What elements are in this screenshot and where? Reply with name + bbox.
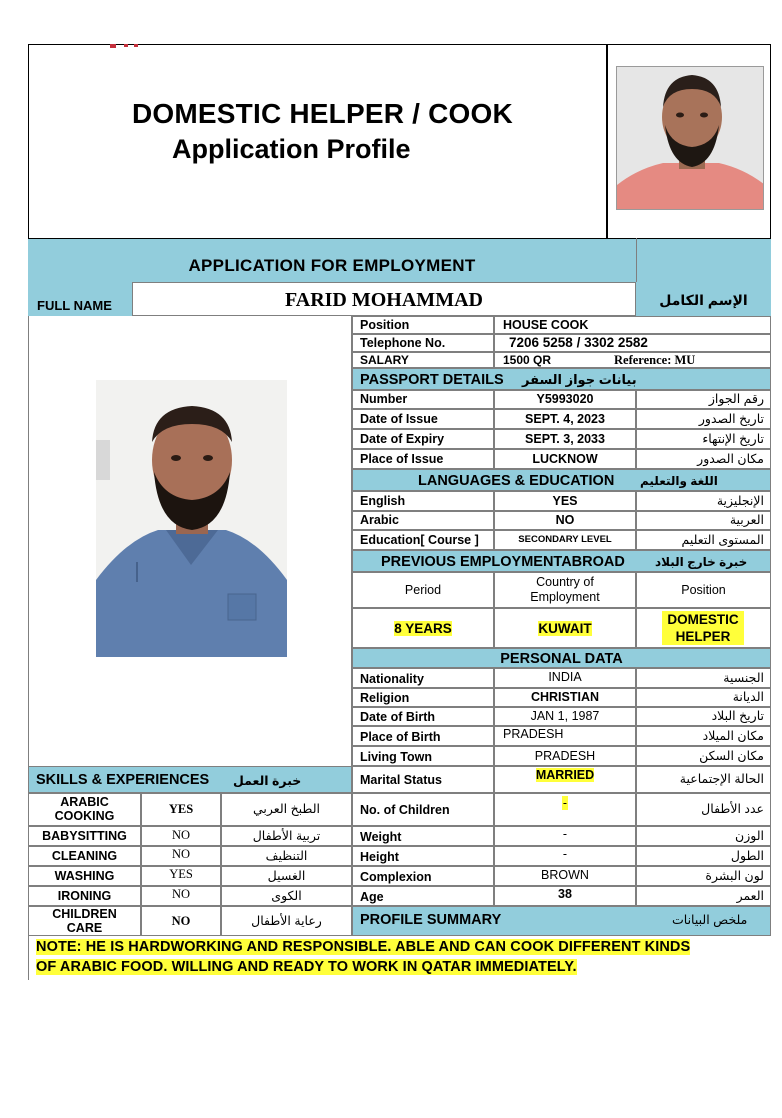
- skill-children-care-value: NO: [141, 906, 221, 936]
- note-left-border: [28, 936, 29, 980]
- application-banner-title: APPLICATION FOR EMPLOYMENT: [188, 256, 476, 275]
- english-label: English: [352, 491, 494, 511]
- marital-status-label: Marital Status: [352, 766, 494, 793]
- languages-heading-ar: اللغة والتعليم: [640, 474, 718, 488]
- skill-arabic-cooking-label-l1: ARABIC: [60, 795, 109, 809]
- weight-value: -: [494, 826, 636, 846]
- height-value: -: [494, 846, 636, 866]
- expiry-date-label: Date of Expiry: [352, 429, 494, 449]
- skill-babysitting-label: BABYSITTING: [28, 826, 141, 846]
- skill-arabic-cooking-value: YES: [141, 793, 221, 826]
- passport-number-ar: رقم الجواز: [636, 390, 771, 409]
- note-line-2: OF ARABIC FOOD. WILLING AND READY TO WORK IN QATAR IMMEDIATELY.: [36, 958, 577, 975]
- skill-arabic-cooking-ar: الطبخ العربي: [221, 793, 352, 826]
- skill-ironing-label: IRONING: [28, 886, 141, 906]
- header-divider: [606, 44, 608, 238]
- children-value: -: [562, 796, 568, 810]
- arabic-label: Arabic: [352, 511, 494, 530]
- skill-ironing-value: NO: [141, 886, 221, 906]
- employment-country-value: KUWAIT: [538, 621, 592, 636]
- nationality-ar: الجنسية: [636, 668, 771, 688]
- age-label: Age: [352, 886, 494, 906]
- arabic-ar: العربية: [636, 511, 771, 530]
- expiry-date-value: SEPT. 3, 2033: [494, 429, 636, 449]
- children-label: No. of Children: [352, 793, 494, 826]
- employment-col-country: Country of Employment: [530, 575, 600, 604]
- living-town-label: Living Town: [352, 746, 494, 766]
- age-ar: العمر: [636, 886, 771, 906]
- place-of-birth-value: PRADESH: [494, 726, 636, 746]
- skill-cleaning-ar: التنظيف: [221, 846, 352, 866]
- height-label: Height: [352, 846, 494, 866]
- place-of-issue-value: LUCKNOW: [494, 449, 636, 469]
- english-ar: الإنجليزية: [636, 491, 771, 511]
- arabic-value: NO: [494, 511, 636, 530]
- place-of-issue-ar: مكان الصدور: [636, 449, 771, 469]
- skill-ironing-ar: الكوى: [221, 886, 352, 906]
- passport-number-label: Number: [352, 390, 494, 409]
- place-of-birth-label: Place of Birth: [352, 726, 494, 746]
- applicant-headshot: [616, 66, 764, 210]
- dob-ar: تاريخ البلاد: [636, 707, 771, 726]
- position-label: Position: [352, 316, 494, 334]
- issue-date-ar: تاريخ الصدور: [636, 409, 771, 429]
- issue-date-label: Date of Issue: [352, 409, 494, 429]
- telephone-label: Telephone No.: [352, 334, 494, 352]
- full-name-label: FULL NAME: [37, 298, 112, 313]
- full-name-value: FARID MOHAMMAD: [285, 289, 483, 311]
- children-wrap: [494, 794, 636, 812]
- living-town-value: PRADESH: [494, 746, 636, 766]
- marital-status-wrap: [494, 766, 636, 784]
- religion-label: Religion: [352, 688, 494, 707]
- marital-status-value: MARRIED: [535, 768, 595, 782]
- age-value: 38: [494, 886, 636, 906]
- complexion-ar: لون البشرة: [636, 866, 771, 886]
- weight-label: Weight: [352, 826, 494, 846]
- skill-washing-ar: الغسيل: [221, 866, 352, 886]
- applicant-photo: [96, 380, 287, 657]
- employment-col-period: Period: [404, 583, 442, 597]
- education-value: SECONDARY LEVEL: [494, 530, 636, 550]
- employment-heading: PREVIOUS EMPLOYMENTABROAD: [381, 554, 625, 570]
- summary-heading: PROFILE SUMMARY: [360, 912, 502, 928]
- expiry-date-ar: تاريخ الإنتهاء: [636, 429, 771, 449]
- education-label: Education[ Course ]: [352, 530, 494, 550]
- salary-label: SALARY: [352, 352, 494, 368]
- profile-summary-note: [36, 938, 770, 977]
- red-mark: [110, 44, 138, 48]
- height-ar: الطول: [636, 846, 771, 866]
- skill-arabic-cooking-label: [28, 795, 141, 823]
- weight-ar: الوزن: [636, 826, 771, 846]
- living-town-ar: مكان السكن: [636, 746, 771, 766]
- reference-code: Reference: MU: [614, 353, 696, 367]
- full-name-label-ar: الإسم الكامل: [659, 292, 748, 308]
- religion-value: CHRISTIAN: [494, 688, 636, 707]
- skill-children-care-ar: رعاية الأطفال: [221, 906, 352, 936]
- skill-babysitting-ar: تربية الأطفال: [221, 826, 352, 846]
- skills-heading-ar: خبرة العمل: [233, 774, 302, 788]
- telephone-value: 7206 5258 / 3302 2582: [494, 334, 771, 352]
- note-line-1: NOTE: HE IS HARDWORKING AND RESPONSIBLE. ABLE AND CAN COOK DIFFERENT KINDS: [36, 939, 691, 955]
- skill-arabic-cooking-label-l2: COOKING: [54, 809, 115, 823]
- dob-value: JAN 1, 1987: [494, 707, 636, 726]
- skill-washing-label: WASHING: [28, 866, 141, 886]
- personal-heading: PERSONAL DATA: [500, 651, 623, 667]
- passport-heading-ar: بيانات جواز السفر: [522, 372, 637, 387]
- education-ar: المستوى التعليم: [636, 530, 771, 550]
- employment-country-wrap: [494, 620, 636, 638]
- nationality-value: INDIA: [494, 668, 636, 688]
- salary-value: 1500 QR: [494, 352, 771, 368]
- dob-label: Date of Birth: [352, 707, 494, 726]
- children-ar: عدد الأطفال: [636, 793, 771, 826]
- employment-period-value: 8 YEARS: [394, 621, 452, 636]
- employment-period-wrap: [352, 620, 494, 638]
- skill-children-care-label: [28, 907, 141, 935]
- complexion-label: Complexion: [352, 866, 494, 886]
- religion-ar: الديانة: [636, 688, 771, 707]
- employment-col-position: Position: [681, 583, 726, 597]
- page-title: DOMESTIC HELPER / COOK: [132, 98, 513, 129]
- position-value: HOUSE COOK: [494, 316, 771, 334]
- place-of-issue-label: Place of Issue: [352, 449, 494, 469]
- place-of-birth-ar: مكان الميلاد: [636, 726, 771, 746]
- skill-cleaning-value: NO: [141, 846, 221, 866]
- skill-washing-value: YES: [141, 866, 221, 886]
- skills-heading: SKILLS & EXPERIENCES: [36, 772, 210, 788]
- skill-children-care-label-l2: CARE: [66, 921, 103, 935]
- skill-cleaning-label: CLEANING: [28, 846, 141, 866]
- passport-heading: PASSPORT DETAILS: [360, 372, 504, 388]
- skill-babysitting-value: NO: [141, 826, 221, 846]
- banner-divider: [636, 238, 637, 282]
- marital-status-ar: الحالة الإجتماعية: [636, 766, 771, 793]
- employment-position-value: DOMESTIC HELPER: [662, 611, 744, 645]
- issue-date-value: SEPT. 4, 2023: [494, 409, 636, 429]
- languages-heading: LANGUAGES & EDUCATION: [418, 473, 615, 489]
- english-value: YES: [494, 491, 636, 511]
- complexion-value: BROWN: [494, 866, 636, 886]
- page-subtitle: Application Profile: [172, 134, 411, 164]
- nationality-label: Nationality: [352, 668, 494, 688]
- skill-children-care-label-l1: CHILDREN: [52, 907, 117, 921]
- passport-number-value: Y5993020: [494, 390, 636, 409]
- employment-heading-ar: خبرة خارج البلاد: [655, 555, 748, 569]
- summary-heading-ar: ملخص البيانات: [672, 913, 748, 927]
